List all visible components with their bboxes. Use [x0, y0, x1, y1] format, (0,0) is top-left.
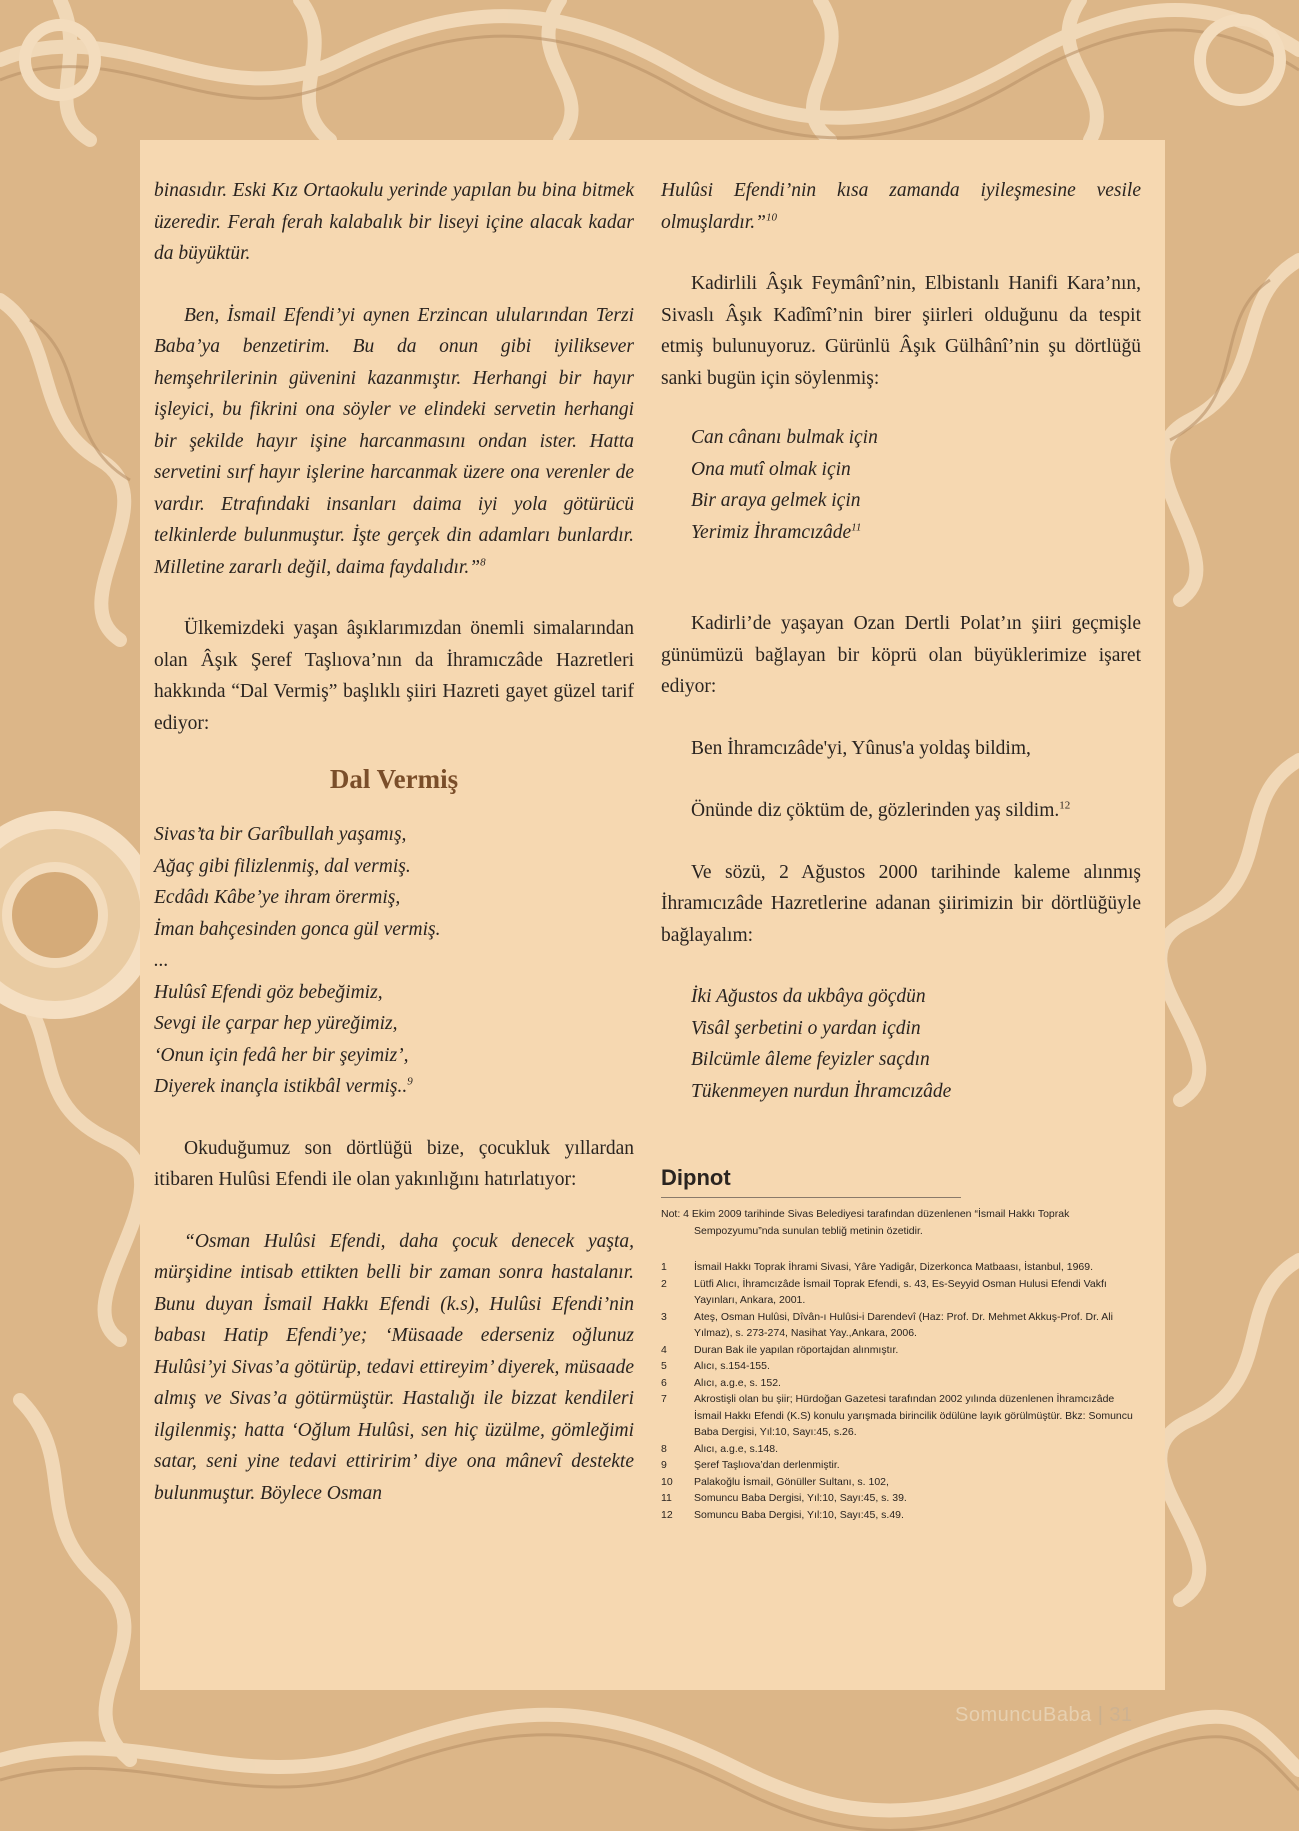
footnote-item: 1 İsmail Hakkı Toprak İhrami Sivasi, Yâre Yadigâr, Dizerkonca Matbaası, İstanbul, 1969. — [661, 1261, 1093, 1273]
verse-closing — [661, 981, 1141, 1107]
left-column — [154, 175, 634, 1509]
verse-line: Yerimiz İhramcızâde$^{11}$ — [691, 521, 862, 543]
footer-separator: | — [1097, 1704, 1104, 1726]
footnotes — [661, 1165, 1141, 1523]
paragraph: Ben, İsmail Efendi’yi aynen Erzincan ulularından Terzi Baba’ya benzetirim. Bu da onun gibi iyiliksever hemşehrilerinin güvenini kazanmıştır. Herhangi bir hayır işleyici, bu fikrini ona söyler ve elindeki servetin herhangi bir şekilde hayır işine harcanmasını ondan ister. Hatta servetini sırf hayır işlerine harcanmak üzere ona verenler de vardır. Etrafındaki insanları daima iyi yola götürücü telkinlerde bulunmuştur. İşte gerçek din adamları bunlardır. Milletine zararlı değil, daima faydalıdır.”$^8$ — [154, 304, 634, 578]
poem-line: Sivas’ta bir Garîbullah yaşamış, — [154, 824, 407, 845]
footnote-item: 4 Duran Bak ile yapılan röportajdan alınmıştır. — [661, 1343, 899, 1356]
verse-line: İki Ağustos da ukbâya göçdün — [691, 986, 926, 1007]
verse-line: Ona mutî olmak için — [691, 458, 851, 480]
footnote-item: 6 Alıcı, a.g.e, s. 152. — [661, 1376, 781, 1389]
poem-line: Diyerek inançla istikbâl vermiş..$^9$ — [154, 1075, 413, 1097]
poem-line: Sevgi ile çarpar hep yüreğimiz, — [154, 1013, 398, 1034]
footnote-item: 2 Lütfi Alıcı, İhramcızâde İsmail Toprak Efendi, s. 43, Es-Seyyid Osman Hulusi Efendi Vakfı Yayınları, Ankara, 2001. — [661, 1277, 1107, 1306]
footnote-intro: Not: 4 Ekim 2009 tarihinde Sivas Belediyesi tarafından düzenlenen “İsmail Hakkı Toprak Sempozyumu”nda sunulan tebliğ metinin özetidir. — [661, 1208, 1070, 1237]
footnote-item: 3 Ateş, Osman Hulûsi, Dîvân-ı Hulûsi-i Darendevî (Haz: Prof. Dr. Mehmet Akkuş-Prof. Dr. Ali Yılmaz), s. 273-274, Nasihat Yay.,Ankara, 2006. — [661, 1310, 1113, 1339]
poem-line: Hulûsî Efendi göz bebeğimiz, — [154, 981, 383, 1003]
page-number: 31 — [1109, 1704, 1133, 1726]
paragraph: Kadirli’de yaşayan Ozan Dertli Polat’ın şiiri geçmişle günümüzü bağlayan bir köprü olan büyüklerimize işaret ediyor: — [661, 613, 1141, 697]
quote-line: Ben İhramcızâde'yi, Yûnus'a yoldaş bildim, — [691, 737, 1031, 759]
quote-line: Önünde diz çöktüm de, gözlerinden yaş sildim.$^{12}$ — [691, 799, 1071, 821]
footnote-item: 10 Palakoğlu İsmail, Gönüller Sultanı, s. 102, — [661, 1475, 889, 1488]
poem-title: Dal Vermiş — [329, 764, 459, 794]
paragraph: Okuduğumuz son dörtlüğü bize, çocukluk yıllardan itibaren Hulûsi Efendi ile olan yakınlığını hatırlatıyor: — [154, 1137, 634, 1190]
footnotes-title: Dipnot — [661, 1165, 961, 1198]
paragraph: Ve sözü, 2 Ağustos 2000 tarihinde kaleme alınmış İhramıcızâde Hazretlerine adanan şiirimizin bir dörtlüğüyle bağlayalım: — [661, 861, 1141, 946]
page-footer — [955, 1704, 1133, 1727]
paragraph: Kadirlili Âşık Feymânî’nin, Elbistanlı Hanifi Kara’nın, Sivaslı Âşık Kadîmî’nin birer şiirleri olduğunu da tespit etmiş bulunuyoruz. Gürünlü Âşık Gülhânî’nin şu dörtlüğü sanki bugün için söylenmiş: — [661, 273, 1141, 389]
poem-line: İman bahçesinden gonca gül vermiş. — [154, 918, 441, 940]
footnote-item: 5 Alıcı, s.154-155. — [661, 1360, 770, 1372]
footnote-item: 12 Somuncu Baba Dergisi, Yıl:10, Sayı:45, s.49. — [661, 1508, 904, 1521]
poem-line: Ecdâdı Kâbe’ye ihram örermiş, — [154, 887, 401, 908]
brand-name-suffix: Baba — [1043, 1704, 1092, 1726]
verse-line: Bilcümle âleme feyizler saçdın — [691, 1049, 930, 1070]
verse-line: Tükenmeyen nurdun İhramcızâde — [691, 1080, 952, 1102]
footnote-item: 7 Akrostişli olan bu şiir; Hürdoğan Gazetesi tarafından 2002 yılında düzenlenen İhramcızâde İsmail Hakkı Efendi (K.S) konulu yarışmada birincilik ödülüne layık görülmüştür. Bkz: Somuncu Baba Dergisi, Yıl:10, Sayı:45, s.26. — [661, 1393, 1133, 1438]
quote-paragraph: “Osman Hulûsi Efendi, daha çocuk denecek yaşta, mürşidine intisab ettikten belli bir zaman sonra hastalanır. Bunu duyan İsmail Hakkı Efendi (k.s), Hulûsi Efendi’nin babası Hatip Efendi’ye; ‘Müsaade ederseniz oğlunuz Hulûsi’yi Sivas’a götürüp, tedavi ettireyim’ diyerek, müsaade almış ve Sivas’a götürmüştür. Hastalığı ile bizzat kendileri ilgilenmiş; hatta ‘Oğlum Hulûsi, sen hiç üzülme, gömleğimi satar, seni yine tedavi ettiririm’ diye ona mânevî destekte bulunmuştur. Böylece Osman — [154, 1230, 634, 1504]
poem-line: ‘Onun için fedâ her bir şeyimiz’, — [154, 1044, 409, 1066]
footnote-item: 9 Şeref Taşlıova’dan derlenmiştir. — [661, 1459, 840, 1471]
verse-line: Bir araya gelmek için — [691, 490, 861, 511]
paragraph: Ülkemizdeki yaşan âşıklarımızdan önemli simalarından olan Âşık Şeref Taşlıova’nın da İhramıczâde Hazretleri hakkında “Dal Vermiş” başlıklı şiiri Hazreti gayet güzel tarif ediyor: — [154, 618, 634, 734]
poem-line: Ağaç gibi filizlenmiş, dal vermiş. — [154, 855, 411, 877]
footnote-item: 8 Alıcı, a.g.e, s.148. — [661, 1442, 779, 1455]
verse-line: Visâl şerbetini o yardan içdin — [691, 1017, 921, 1039]
verse-line: Can cânanı bulmak için — [691, 427, 878, 448]
right-column — [661, 175, 1141, 1523]
paragraph: binasıdır. Eski Kız Ortaokulu yerinde yapılan bu bina bitmek üzeredir. Ferah ferah kalabalık bir liseyi içine alacak kadar da büyüktür. — [154, 180, 634, 264]
poem-line: ... — [154, 950, 169, 971]
paragraph: Hulûsi Efendi’nin kısa zamanda iyileşmesine vesile olmuşlardır.”$^{10}$ — [661, 180, 1141, 233]
footnote-item: 11 Somuncu Baba Dergisi, Yıl:10, Sayı:45, s. 39. — [661, 1492, 907, 1504]
poem — [154, 819, 634, 1103]
brand-name: Somuncu — [955, 1704, 1043, 1726]
verse-gulhani — [661, 422, 1141, 548]
